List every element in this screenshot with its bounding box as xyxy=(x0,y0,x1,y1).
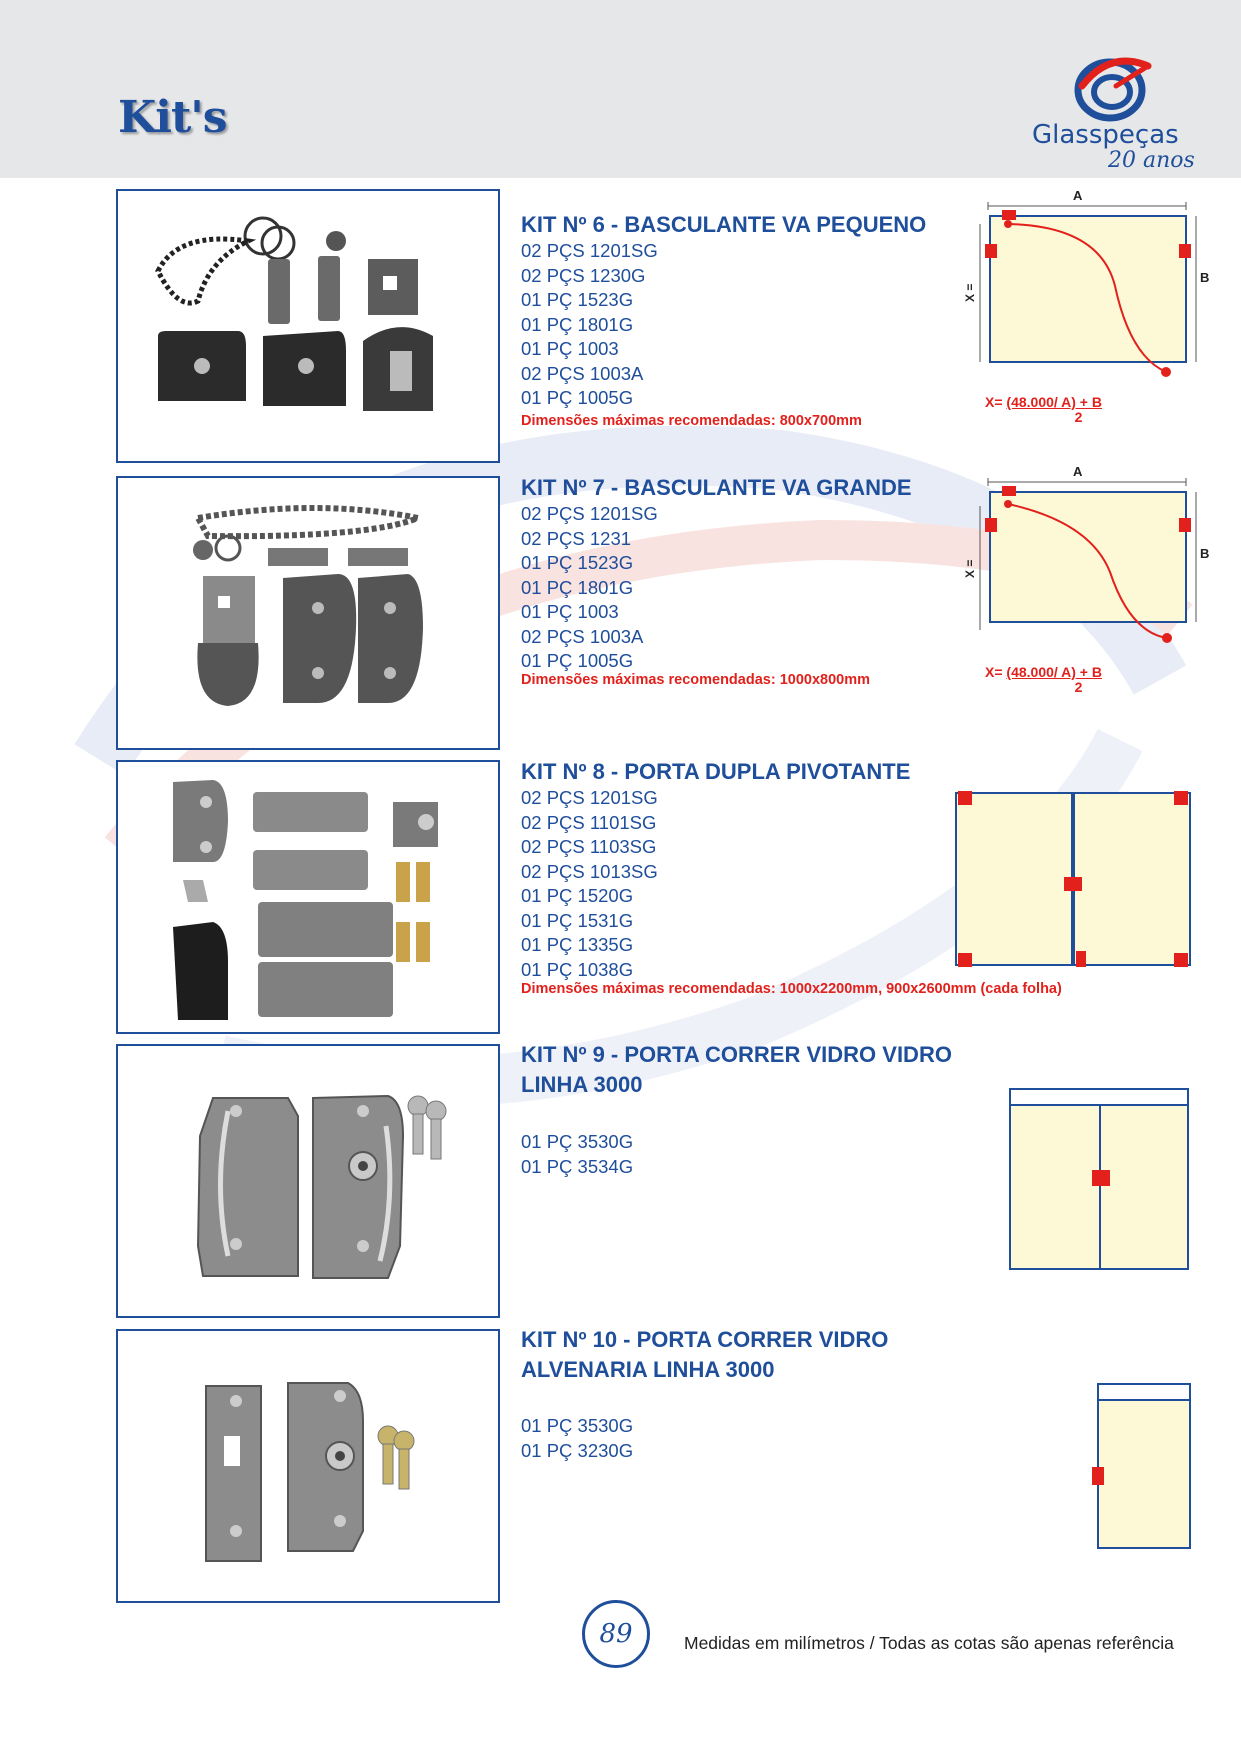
kit-9-title xyxy=(521,1040,981,1100)
brand-anniversary: 20 anos xyxy=(1108,148,1195,173)
part-item: 01 PÇ 1523G xyxy=(521,552,634,573)
kit-9-title-line2: LINHA 3000 xyxy=(521,1072,643,1097)
kit-7-hardware-image xyxy=(118,478,498,748)
page-number: 89 xyxy=(582,1600,650,1668)
part-item: 01 PÇ 1531G xyxy=(521,909,634,931)
page-title: Kit's xyxy=(118,92,227,143)
part-item: 02 PÇS 1201SG xyxy=(521,240,658,261)
kit-10-hardware-image xyxy=(118,1331,498,1601)
part-item: 02 PÇS 1201SG xyxy=(521,787,658,808)
formula-denominator: 2 xyxy=(1074,679,1083,695)
part-item: 01 PÇ 3530G xyxy=(521,1131,634,1152)
part-item: 02 PÇS 1003A xyxy=(521,362,644,384)
kit-6-product-photo xyxy=(116,189,500,463)
dim-a-label: A xyxy=(1073,188,1083,203)
kit-8-product-photo xyxy=(116,760,500,1034)
kit-10-title-line2: ALVENARIA LINHA 3000 xyxy=(521,1357,775,1382)
part-item: 01 PÇ 1038G xyxy=(521,958,634,980)
part-item: 02 PÇS 1003A xyxy=(521,625,644,647)
brand-logo xyxy=(1020,56,1200,176)
kit-6-basculante-diagram xyxy=(960,186,1210,386)
formula-numerator: X= (48.000/ A) + B xyxy=(985,664,1102,680)
part-item: 02 PÇS 1013SG xyxy=(521,860,658,882)
kit-9-product-photo xyxy=(116,1044,500,1318)
part-item: 01 PÇ 3534G xyxy=(521,1155,634,1177)
kit-10-product-photo xyxy=(116,1329,500,1603)
kit-6-parts-list xyxy=(521,239,658,411)
part-item: 02 PÇS 1103SG xyxy=(521,836,657,857)
dim-b-label: B xyxy=(1200,546,1210,561)
part-item: 01 PÇ 1005G xyxy=(521,650,634,671)
formula-numerator: X= (48.000/ A) + B xyxy=(985,394,1102,410)
kit-10-sliding-door-diagram xyxy=(1090,1380,1196,1552)
part-item: 01 PÇ 1335G xyxy=(521,934,634,955)
part-item: 01 PÇ 3230G xyxy=(521,1439,634,1461)
brand-name: Glasspeças xyxy=(1032,120,1179,150)
part-item: 01 PÇ 1005G xyxy=(521,387,634,408)
kit-6-hardware-image xyxy=(118,191,498,461)
kit-6-formula xyxy=(985,394,1102,424)
part-item: 02 PÇS 1231 xyxy=(521,527,632,549)
part-item: 01 PÇ 1801G xyxy=(521,313,634,335)
kit-8-hardware-image xyxy=(118,762,498,1032)
part-item: 02 PÇS 1101SG xyxy=(521,811,657,833)
kit-9-sliding-door-diagram xyxy=(1004,1085,1196,1275)
kit-7-formula xyxy=(985,664,1102,694)
dim-x-label: X = xyxy=(963,283,977,302)
part-item: 02 PÇS 1230G xyxy=(521,264,646,286)
kit-9-title-line1: KIT Nº 9 - PORTA CORRER VIDRO VIDRO xyxy=(521,1042,952,1067)
dim-a-label: A xyxy=(1073,464,1083,479)
kit-6-title: KIT Nº 6 - BASCULANTE VA PEQUENO xyxy=(521,212,927,237)
dim-b-label: B xyxy=(1200,270,1210,285)
footer-disclaimer: Medidas em milímetros / Todas as cotas são apenas referência xyxy=(684,1633,1174,1653)
dim-x-label: X = xyxy=(963,559,977,578)
kit-7-title: KIT Nº 7 - BASCULANTE VA GRANDE xyxy=(521,475,912,500)
kit-10-title-line1: KIT Nº 10 - PORTA CORRER VIDRO xyxy=(521,1327,889,1352)
kit-10-parts-list xyxy=(521,1414,633,1463)
formula-denominator: 2 xyxy=(1074,409,1083,425)
kit-9-hardware-image xyxy=(118,1046,498,1316)
part-item: 01 PÇ 1003 xyxy=(521,601,619,622)
kit-9-parts-list xyxy=(521,1130,633,1179)
part-item: 01 PÇ 1523G xyxy=(521,289,634,310)
part-item: 02 PÇS 1201SG xyxy=(521,503,658,524)
kit-7-product-photo xyxy=(116,476,500,750)
kit-8-max-dimensions: Dimensões máximas recomendadas: 1000x2200mm, 900x2600mm (cada folha) xyxy=(521,981,1062,997)
kit-7-max-dimensions: Dimensões máximas recomendadas: 1000x800mm xyxy=(521,672,870,688)
kit-8-double-door-diagram xyxy=(950,785,1200,975)
kit-7-basculante-diagram xyxy=(960,462,1210,662)
kit-8-parts-list xyxy=(521,786,658,982)
part-item: 01 PÇ 1801G xyxy=(521,576,634,598)
kit-8-title: KIT Nº 8 - PORTA DUPLA PIVOTANTE xyxy=(521,759,911,784)
kit-7-parts-list xyxy=(521,502,658,674)
kit-6-max-dimensions: Dimensões máximas recomendadas: 800x700mm xyxy=(521,413,862,429)
kit-10-title xyxy=(521,1325,981,1385)
part-item: 01 PÇ 3530G xyxy=(521,1415,634,1436)
part-item: 01 PÇ 1520G xyxy=(521,885,634,906)
part-item: 01 PÇ 1003 xyxy=(521,338,619,359)
